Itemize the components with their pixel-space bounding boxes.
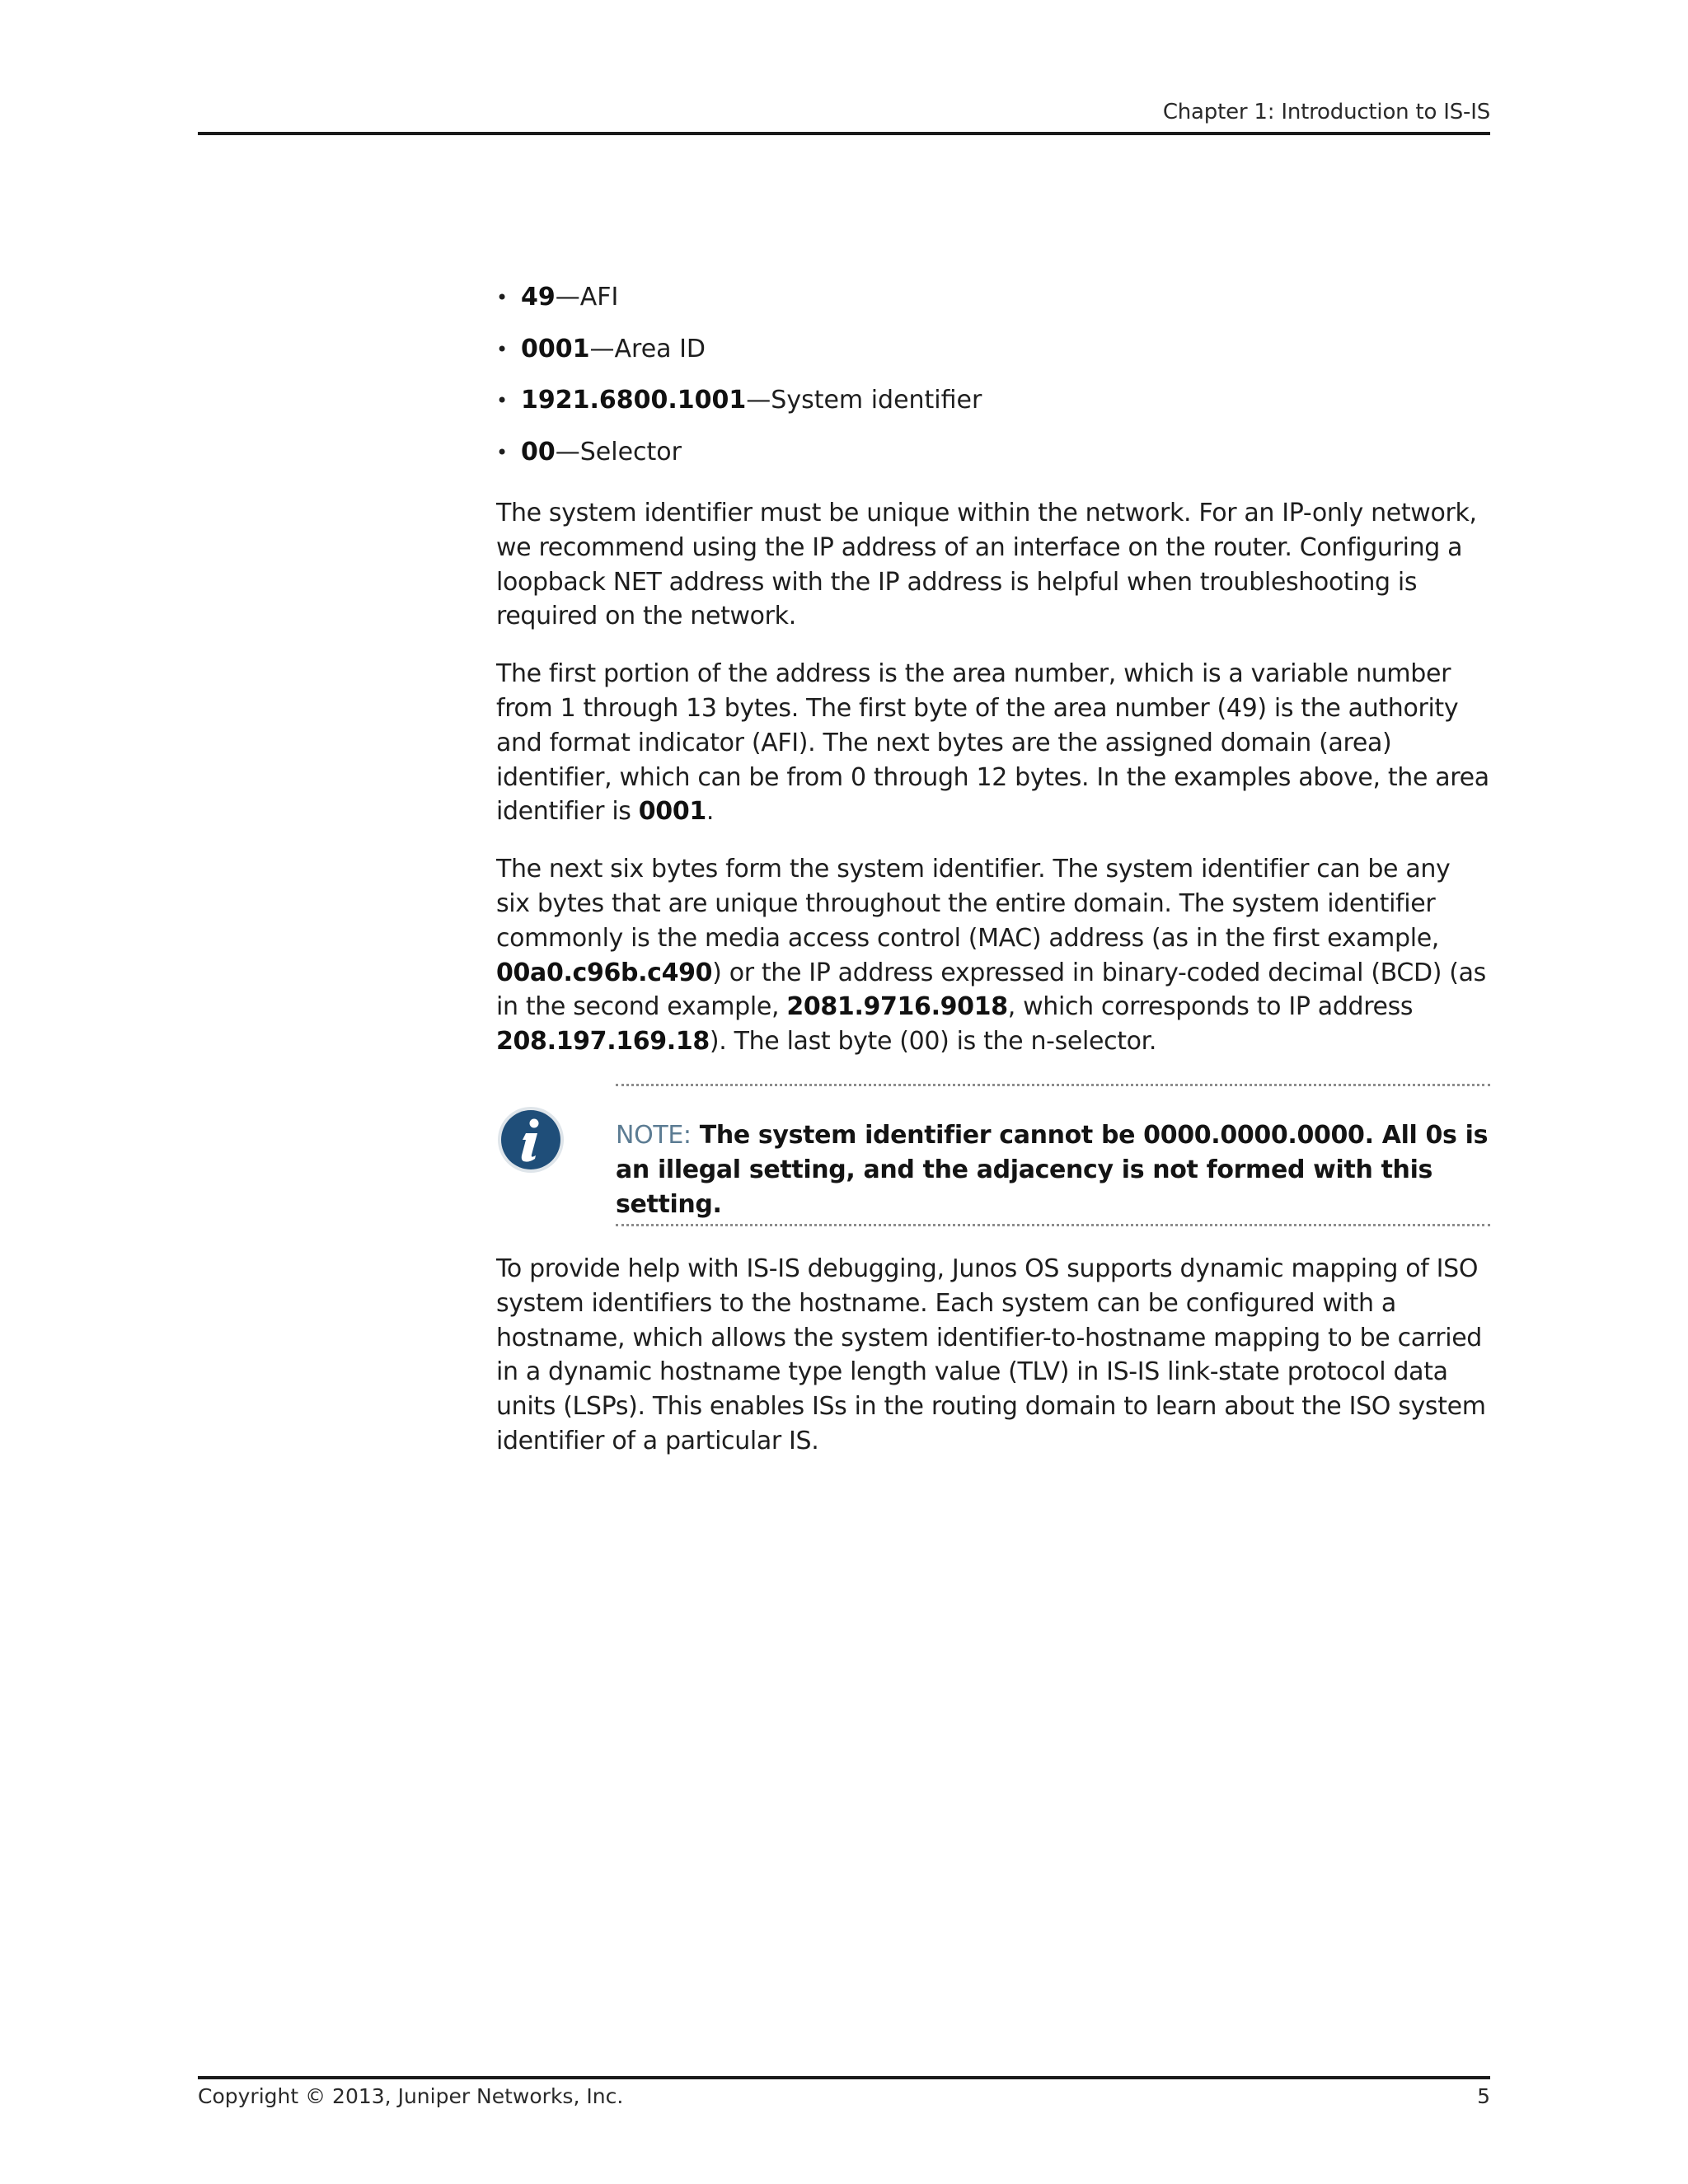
paragraph-text: , which corresponds to IP address bbox=[1007, 992, 1414, 1022]
list-item-term: 49 bbox=[521, 283, 556, 312]
note-divider-top bbox=[616, 1084, 1490, 1086]
ip-address-value: 208.197.169.18 bbox=[496, 1027, 710, 1057]
area-id-value: 0001 bbox=[638, 797, 706, 827]
note-divider-bottom bbox=[616, 1224, 1490, 1226]
header-rule bbox=[198, 132, 1490, 135]
footer-copyright: Copyright © 2013, Juniper Networks, Inc. bbox=[198, 2084, 624, 2108]
note-box bbox=[496, 1084, 1490, 1227]
note-label: NOTE: bbox=[616, 1120, 692, 1150]
paragraph-text: ) or the IP address expressed in binary-coded decimal (BCD) (as in the second example, bbox=[496, 958, 1486, 1022]
list-item-term: 1921.6800.1001 bbox=[521, 386, 747, 415]
bullet-icon: • bbox=[496, 440, 509, 464]
bullet-icon: • bbox=[496, 286, 509, 309]
bullet-icon: • bbox=[496, 337, 509, 361]
list-item-desc: —System identifier bbox=[746, 386, 982, 415]
paragraph-six-bytes bbox=[496, 852, 1490, 1059]
paragraph-text: The first portion of the address is the area number, which is a variable number from 1 through 13 bytes. The first byte of the area number (49) is the authority and format indicator (AFI). The next bytes are the assigned domain (area) identifier, which can be from 0 through 12 bytes. In the examples above, the area identifier is bbox=[496, 659, 1489, 827]
list-item bbox=[496, 272, 1490, 324]
paragraph-system-identifier: The system identifier must be unique within the network. For an IP-only network, we recommend using the IP address of an interface on the router. Configuring a loopback NET address with the IP address is helpful when troubleshooting is required on the network. bbox=[496, 499, 1477, 631]
note-text bbox=[616, 1118, 1490, 1222]
running-header: Chapter 1: Introduction to IS-IS bbox=[1162, 100, 1490, 124]
net-address-parts-list bbox=[496, 272, 1490, 478]
paragraph-end: . bbox=[706, 797, 715, 827]
page-content bbox=[496, 272, 1490, 1459]
mac-address-value: 00a0.c96b.c490 bbox=[496, 958, 713, 987]
footer-rule bbox=[198, 2076, 1490, 2079]
paragraph-area-number bbox=[496, 657, 1490, 829]
paragraph-hostname-mapping: To provide help with IS-IS debugging, Junos OS supports dynamic mapping of ISO system identifiers to the hostname. Each system can be configured with a hostname, which allows the system identifier-to-hostname mapping to be carried in a dynamic hostname type length value (TLV) in IS-IS link-state protocol data units (LSPs). This enables ISs in the routing domain to learn about the ISO system identifier of a particular IS. bbox=[496, 1254, 1486, 1455]
list-item-desc: —Selector bbox=[555, 437, 682, 466]
list-item-desc: —Area ID bbox=[589, 334, 706, 363]
note-body: The system identifier cannot be 0000.0000.0000. All 0s is an illegal setting, and the adjacency is not formed with this setting. bbox=[616, 1120, 1489, 1219]
paragraph-text: The next six bytes form the system identifier. The system identifier can be any six bytes that are unique throughout the entire domain. The system identifier commonly is the media access control (MAC) address (as in the first example, bbox=[496, 855, 1451, 953]
list-item-desc: —AFI bbox=[555, 283, 619, 312]
page-number: 5 bbox=[1477, 2084, 1490, 2108]
info-icon bbox=[496, 1105, 565, 1174]
list-item bbox=[496, 375, 1490, 427]
list-item-term: 00 bbox=[521, 437, 556, 466]
list-item bbox=[496, 324, 1490, 376]
list-item bbox=[496, 427, 1490, 479]
bullet-icon: • bbox=[496, 389, 509, 412]
bcd-value: 2081.9716.9018 bbox=[786, 992, 1008, 1022]
list-item-term: 0001 bbox=[521, 334, 590, 363]
paragraph-text: ). The last byte (00) is the n-selector. bbox=[709, 1027, 1157, 1057]
